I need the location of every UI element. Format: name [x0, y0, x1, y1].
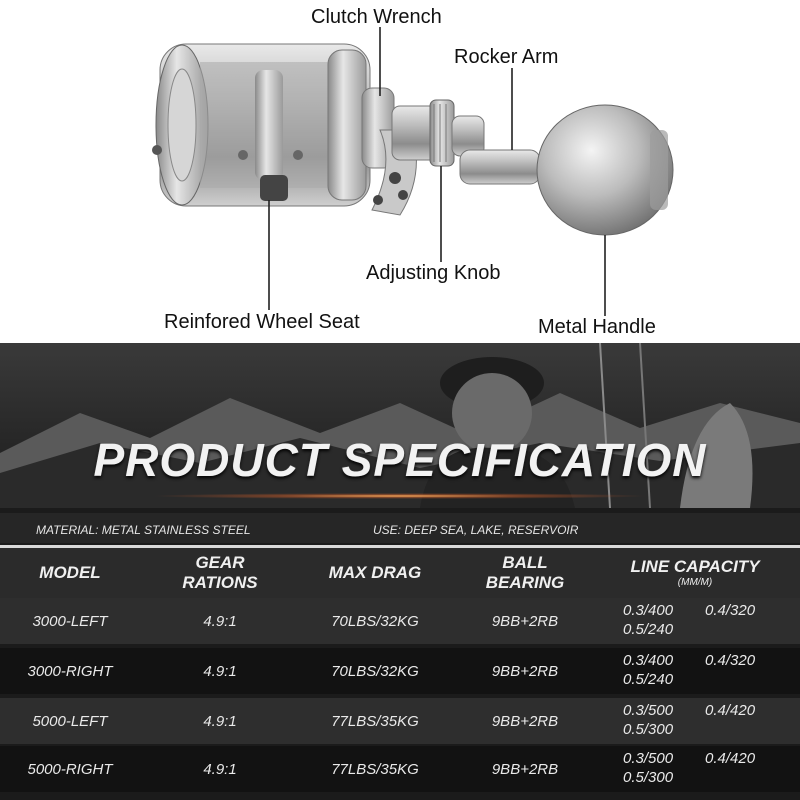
cell-line-capacity: 0.4/420 [705, 702, 756, 719]
cell-line-capacity: 0.3/500 [623, 702, 674, 719]
cell-drag: 70LBS/32KG [331, 663, 419, 680]
cell-model: 3000-LEFT [32, 613, 108, 630]
cell-line-capacity: 0.3/500 [623, 750, 674, 767]
callout-rocker-arm: Rocker Arm [454, 46, 559, 68]
callout-metal-handle: Metal Handle [538, 316, 656, 338]
table-row [0, 746, 800, 792]
material-text: MATERIAL: METAL STAINLESS STEEL [36, 523, 251, 537]
cell-line-capacity: 0.5/300 [623, 769, 674, 786]
specification-section [0, 343, 800, 800]
cell-gear: 4.9:1 [203, 713, 237, 730]
table-row [0, 698, 800, 744]
cell-ball: 9BB+2RB [491, 761, 559, 778]
cell-gear: 4.9:1 [203, 761, 237, 778]
cell-line-capacity: 0.5/300 [623, 721, 674, 738]
cell-model: 5000-RIGHT [27, 761, 113, 778]
table-row [0, 598, 800, 644]
cell-gear: 4.9:1 [203, 613, 237, 630]
cell-ball: 9BB+2RB [491, 663, 559, 680]
cell-drag: 77LBS/35KG [331, 761, 419, 778]
cell-ball: 9BB+2RB [491, 613, 559, 630]
cell-line-capacity: 0.4/320 [705, 652, 756, 669]
cell-line-capacity: 0.3/400 [623, 652, 674, 669]
title-glow-line [150, 493, 650, 499]
cell-model: 3000-RIGHT [27, 663, 113, 680]
cell-line-capacity: 0.5/240 [623, 621, 674, 638]
use-text: USE: DEEP SEA, LAKE, RESERVOIR [373, 523, 579, 537]
cell-line-capacity: 0.4/420 [705, 750, 756, 767]
table-row [0, 648, 800, 694]
specification-banner [0, 343, 800, 508]
cell-gear: 4.9:1 [203, 663, 237, 680]
specification-title: PRODUCT SPECIFICATION [93, 434, 707, 486]
cell-line-capacity: 0.5/240 [623, 671, 674, 688]
table-header [0, 548, 800, 598]
cell-model: 5000-LEFT [32, 713, 108, 730]
header-max-drag: MAX DRAG [328, 563, 422, 582]
cell-ball: 9BB+2RB [491, 713, 559, 730]
cell-line-capacity: 0.3/400 [623, 602, 674, 619]
callout-reinforced-wheel-seat: Reinfored Wheel Seat [164, 311, 360, 333]
callout-clutch-wrench: Clutch Wrench [311, 6, 442, 28]
header-model: MODEL [39, 563, 101, 582]
header-ball-bearing: BALL BEARING [485, 553, 565, 592]
cell-drag: 77LBS/35KG [331, 713, 419, 730]
material-use-row [0, 513, 800, 543]
callout-adjusting-knob: Adjusting Knob [366, 262, 501, 284]
fishing-reel-illustration [0, 0, 800, 343]
header-line-capacity: LINE CAPACITY (MM/M) [630, 557, 760, 588]
product-diagram [0, 0, 800, 343]
header-gear-rations: GEAR RATIONS [182, 553, 258, 592]
cell-drag: 70LBS/32KG [331, 613, 419, 630]
cell-line-capacity: 0.4/320 [705, 602, 756, 619]
